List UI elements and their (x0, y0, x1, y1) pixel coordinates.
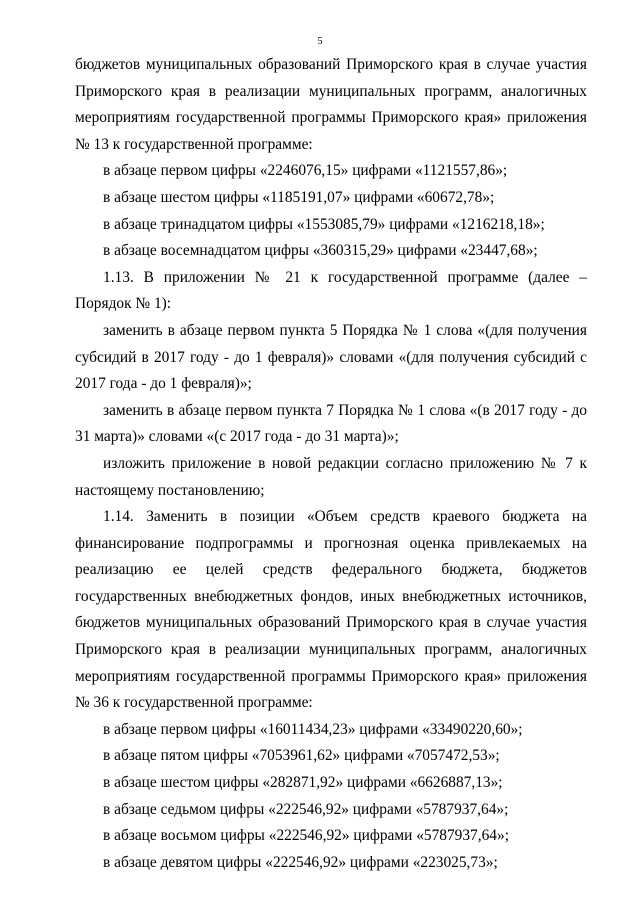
text-line: бюджетов муниципальных образований Приморского края в случае участия (75, 56, 587, 73)
text-line: в абзаце первом цифры «2246076,15» цифрами «1121557,86»; (103, 162, 508, 180)
text-line: заменить в абзаце первом пункта 7 Порядка № 1 слова «(в 2017 году - до (103, 401, 587, 419)
text-line: в абзаце первом цифры «16011434,23» цифрами «33490220,60»; (103, 720, 523, 738)
text-line: Порядок № 1): (75, 295, 172, 313)
paragraph-replacement (75, 743, 587, 770)
text-line: бюджетов муниципальных образований Приморского края в случае участия (75, 614, 587, 632)
text-line: 1.14. Заменить в позиции «Объем средств краевого бюджета на (103, 508, 587, 526)
text-line: в абзаце восьмом цифры «222546,92» цифрами «5787937,64»; (103, 827, 509, 845)
text-line: Приморского края в реализации муниципальных программ, аналогичных (75, 641, 587, 659)
text-line: в абзаце шестом цифры «282871,92» цифрами «6626887,13»; (103, 774, 503, 792)
text-line: финансирование подпрограммы и прогнозная оценка привлекаемых на (75, 534, 587, 552)
text-line: настоящему постановлению; (75, 481, 265, 499)
text-line: изложить приложение в новой редакции согласно приложению № 7 к (103, 454, 587, 472)
text-line: № 36 к государственной программе: (75, 694, 313, 712)
text-line: в абзаце пятом цифры «7053961,62» цифрами «7057472,53»; (103, 747, 500, 765)
paragraph-replacement (75, 212, 587, 239)
text-line: № 13 к государственной программе: (75, 135, 313, 153)
paragraph-replacement (75, 717, 587, 744)
text-line: в абзаце тринадцатом цифры «1553085,79» цифрами «1216218,18»; (103, 215, 545, 233)
text-line: реализацию ее целей средств федерального бюджета, бюджетов (75, 561, 587, 579)
paragraph-replacement (75, 850, 587, 877)
text-line: 2017 года - до 1 февраля)»; (75, 375, 252, 393)
text-line: в абзаце девятом цифры «222546,92» цифрами «223025,73»; (103, 853, 498, 871)
paragraph-replacement (75, 797, 587, 824)
text-line: субсидий в 2017 году - до 1 февраля)» словами «(для получения субсидий с (75, 348, 587, 366)
text-line: в абзаце седьмом цифры «222546,92» цифрами «5787937,64»; (103, 800, 509, 818)
paragraph-replacement (75, 158, 587, 185)
paragraph-replacement (75, 185, 587, 212)
paragraph-replacement (75, 770, 587, 797)
paragraph-item-1-13 (75, 265, 587, 318)
paragraph-continuation (75, 52, 587, 158)
paragraph-amendment (75, 318, 587, 398)
text-line: мероприятиям государственной программы Приморского края» приложения (75, 667, 587, 685)
document-body (75, 52, 587, 876)
text-line: в абзаце восемнадцатом цифры «360315,29» цифрами «23447,68»; (103, 242, 538, 260)
paragraph-amendment (75, 451, 587, 504)
text-line: 31 марта)» словами «(с 2017 года - до 31 марта)»; (75, 428, 399, 446)
paragraph-replacement (75, 823, 587, 850)
page-number: 5 (317, 36, 323, 47)
text-line: Приморского края в реализации муниципальных программ, аналогичных (75, 82, 587, 100)
text-line: в абзаце шестом цифры «1185191,07» цифрами «60672,78»; (103, 188, 495, 206)
text-line: мероприятиям государственной программы Приморского края» приложения (75, 109, 587, 127)
text-line: заменить в абзаце первом пункта 5 Порядка № 1 слова «(для получения (103, 321, 587, 339)
text-line: государственных внебюджетных фондов, иных внебюджетных источников, (75, 587, 587, 605)
paragraph-amendment (75, 398, 587, 451)
text-line: 1.13. В приложении № 21 к государственной программе (далее – (103, 268, 587, 286)
paragraph-replacement (75, 238, 587, 265)
paragraph-item-1-14 (75, 504, 587, 717)
